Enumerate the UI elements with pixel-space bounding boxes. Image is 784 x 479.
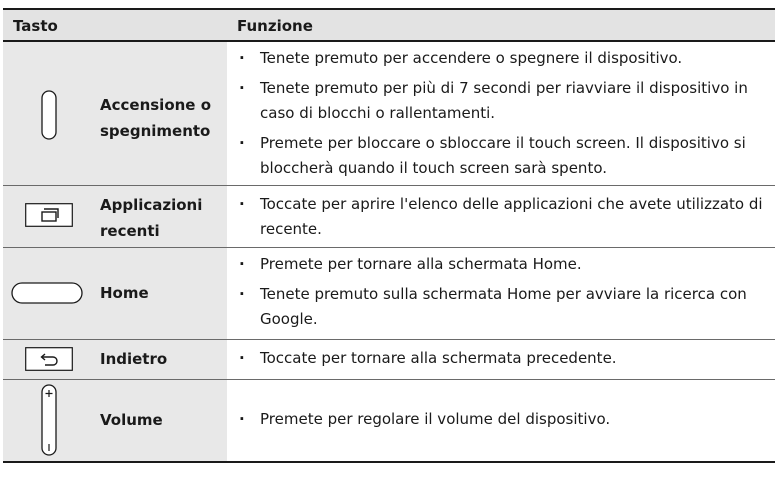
key-name-back: Indietro: [100, 350, 168, 368]
function-cell: [231, 346, 775, 376]
key-name-power: Accensione o spegnimento: [100, 96, 211, 140]
function-cell: [231, 252, 775, 337]
function-cell: [231, 407, 775, 437]
power-key-icon: [41, 90, 57, 140]
table-row: [3, 380, 775, 463]
list-item: · Premete per regolare il volume del dispositivo.: [231, 407, 775, 432]
table-row: [3, 186, 775, 248]
list-item: · Toccate per tornare alla schermata precedente.: [231, 346, 775, 371]
table-row: [3, 340, 775, 380]
table-header: [3, 8, 775, 42]
key-name-recent-apps: Applicazioni recenti: [100, 196, 203, 240]
header-key: Tasto: [13, 17, 58, 35]
key-name-home: Home: [100, 284, 149, 302]
key-name-volume: Volume: [100, 411, 163, 429]
keys-table: [3, 8, 775, 463]
table-row: [3, 248, 775, 340]
list-item: · Premete per tornare alla schermata Home.: [231, 252, 775, 277]
home-key-icon: [11, 282, 83, 304]
list-item: · Tenete premuto per più di 7 secondi per riavviare il dispositivo in caso di blocchi o rallentamenti.: [231, 76, 775, 126]
header-function: Funzione: [237, 17, 313, 35]
function-cell: [231, 46, 775, 186]
table-row: [3, 42, 775, 186]
function-cell: [231, 192, 775, 247]
list-item: · Toccate per aprire l'elenco delle applicazioni che avete utilizzato di recente.: [231, 192, 775, 242]
list-item: · Tenete premuto sulla schermata Home per avviare la ricerca con Google.: [231, 282, 775, 332]
recent-apps-key-icon: [25, 203, 73, 227]
back-key-icon: [25, 347, 73, 371]
list-item: · Tenete premuto per accendere o spegnere il dispositivo.: [231, 46, 775, 71]
volume-key-icon: [41, 384, 57, 456]
list-item: · Premete per bloccare o sbloccare il touch screen. Il dispositivo si bloccherà quando il touch screen sarà spento.: [231, 131, 775, 181]
